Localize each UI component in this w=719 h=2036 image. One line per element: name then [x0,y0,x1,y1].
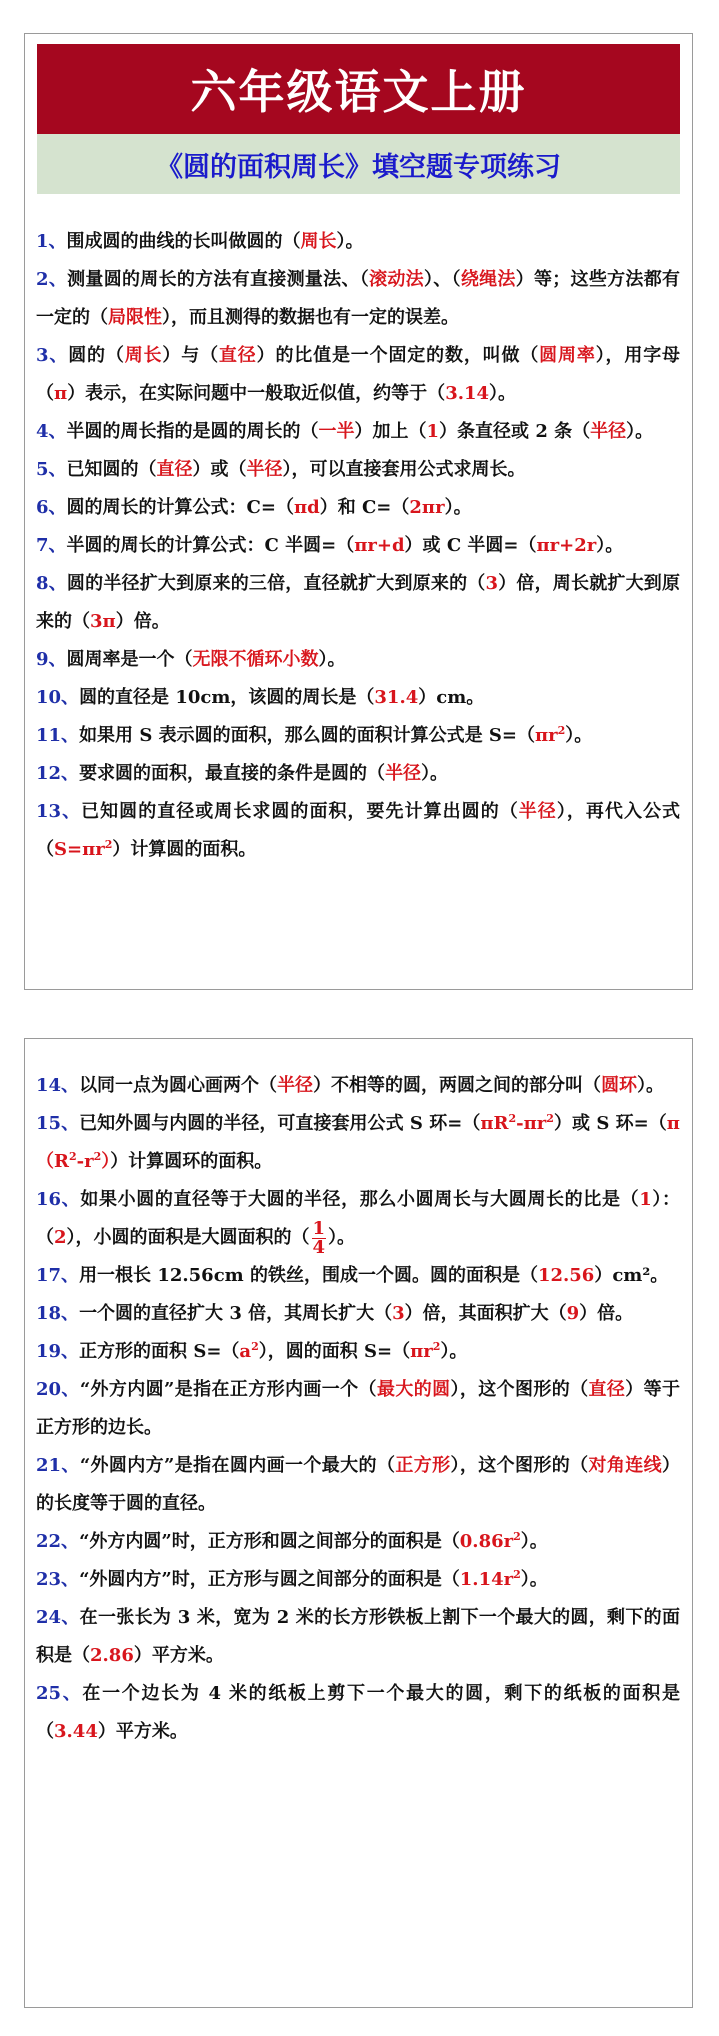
answer-blank: 对角连线 [588,1455,663,1476]
question-text: ）与（ [162,345,219,366]
question-number: 18、 [36,1303,80,1324]
question-item [25,755,692,793]
question-number: 5、 [36,459,67,480]
question-list-1 [25,223,692,869]
answer-blank: $\pi(R^2-r^2)$ [36,1113,680,1172]
question-item [25,489,692,527]
question-text: ），这个图形的（ [450,1455,589,1476]
answer-blank: 直径 [588,1379,626,1400]
question-text: ）。 [328,1227,356,1248]
question-text: ）或 C 半圆=（ [404,535,537,556]
question-text: ），圆的面积 S=（ [258,1341,411,1362]
superscript-2: 2 [68,1150,77,1163]
question-text: ）不相等的圆，两圆之间的部分叫（ [313,1075,602,1096]
question-item [25,1675,692,1751]
question-number: 9、 [36,649,67,670]
question-text: 圆的周长的计算公式：C=（ [66,497,294,518]
answer-blank: 2πr [409,497,445,518]
answer-blank: $\pi r^2$ [534,724,566,746]
question-number: 12、 [36,763,80,784]
question-text: 用一根长 12.56cm 的铁丝，围成一个圆。圆的面积是（ [79,1265,538,1286]
question-item [25,793,692,869]
question-text: ）倍，其面积扩大（ [404,1303,567,1324]
question-text: 在一个边长为 4 米的纸板上剪下一个最大的圆，剩下的纸板的面积是（ [36,1683,680,1742]
question-text: ）、（ [423,269,461,290]
question-number: 21、 [36,1455,80,1476]
question-text: “外方内圆”是指在正方形内画一个（ [79,1379,377,1400]
answer-blank: 半径 [277,1075,314,1096]
superscript-2: 2 [557,724,566,737]
question-item [25,1599,692,1675]
question-item [25,1181,692,1257]
answer-blank: 3 [392,1303,405,1324]
worksheet-card-2 [24,1038,693,2008]
question-text: ）。 [565,725,593,746]
question-text: 测量圆的周长的方法有直接测量法、（ [67,269,370,290]
question-text: 围成圆的曲线的长叫做圆的（ [66,231,301,252]
superscript-2: 2 [513,1568,521,1581]
question-text: ）倍，周长就扩大到原来的（ [36,573,680,632]
question-item [25,717,692,755]
question-text: ）等；这些方法都有一定的（ [36,269,681,328]
question-item [25,261,692,337]
question-text: ）或 S 环=（ [553,1113,667,1134]
question-text: ），这个图形的（ [450,1379,589,1400]
question-item [25,1561,692,1599]
answer-blank: 3.44 [54,1721,98,1742]
worksheet-card-1 [24,33,693,990]
question-item [25,451,692,489]
question-text: ），用字母（ [36,345,681,404]
question-number: 24、 [36,1607,80,1628]
question-text: ）。 [318,649,346,670]
question-number: 3、 [36,345,69,366]
question-number: 14、 [36,1075,80,1096]
superscript-2: 2 [251,1340,259,1353]
question-number: 11、 [36,725,80,746]
superscript-2: 2 [93,1150,102,1163]
question-number: 25、 [36,1683,83,1704]
question-item [25,223,692,261]
question-text: ）加上（ [354,421,427,442]
question-item [25,1523,692,1561]
answer-blank: 无限不循环小数 [192,649,319,670]
question-text: ）的比值是一个固定的数，叫做（ [256,345,540,366]
question-text: 已知圆的直径或周长求圆的面积，要先计算出圆的（ [81,801,519,822]
question-text: 在一张长为 3 米，宽为 2 米的长方形铁板上割下一个最大的圆，剩下的面积是（ [36,1607,680,1666]
question-text: ）平方米。 [133,1645,224,1666]
question-number: 17、 [36,1265,80,1286]
question-number: 10、 [36,687,80,708]
answer-blank: $a^2$ [239,1340,259,1362]
question-number: 8、 [36,573,67,594]
question-text: 圆周率是一个（ [66,649,193,670]
question-text: ），而且测得的数据也有一定的误差。 [162,307,459,328]
question-item [25,679,692,717]
answer-blank: $\pi R^2-\pi r^2$ [480,1112,554,1134]
question-text: 圆的半径扩大到原来的三倍，直径就扩大到原来的（ [66,573,486,594]
question-item [25,527,692,565]
question-item [25,413,692,451]
question-item [25,1333,692,1371]
question-number: 1、 [36,231,67,252]
question-text: ）。 [444,497,472,518]
answer-blank: 局限性 [108,307,162,328]
question-item [25,1295,692,1333]
answer-blank: 最大的圆 [376,1379,451,1400]
question-text: ）。 [520,1569,548,1590]
question-item [25,1105,692,1181]
answer-blank: 半径 [246,459,283,480]
answer-blank: 直径 [156,459,193,480]
answer-blank: 一半 [318,421,355,442]
answer-blank: 半径 [590,421,627,442]
answer-blank: 12.56 [537,1265,595,1286]
question-text: 一个圆的直径扩大 3 倍，其周长扩大（ [79,1303,393,1324]
question-text: ）cm。 [418,687,485,708]
question-text: 正方形的面积 S=（ [79,1341,240,1362]
question-text: 如果用 S 表示圆的面积，那么圆的面积计算公式是 S=（ [79,725,535,746]
answer-blank: 正方形 [395,1455,451,1476]
answer-blank: 3 [485,573,499,594]
question-text: ）。 [637,1075,665,1096]
question-text: 如果小圆的直径等于大圆的半径，那么小圆周长与大圆周长的比是（ [80,1189,640,1210]
answer-blank: $0.86r^2$ [459,1530,521,1552]
answer-blank: πr+d [354,535,405,556]
answer-blank: 滚动法 [369,269,424,290]
question-number: 13、 [36,801,82,822]
answer-fraction [312,1217,327,1258]
question-text: ）。 [336,231,364,252]
question-text: ）。 [596,535,624,556]
question-text: 半圆的周长指的是圆的周长的（ [66,421,319,442]
question-text: ）倍。 [579,1303,634,1324]
answer-blank: $\pi r^2$ [410,1340,441,1362]
answer-blank: $1.14r^2$ [459,1568,521,1590]
answer-blank: 圆周率 [539,345,596,366]
question-number: 7、 [36,535,67,556]
answer-blank: 9 [566,1303,580,1324]
answer-blank: 1 [426,421,440,442]
question-text: ）。 [626,421,654,442]
question-text: ），小圆的面积是大圆面积的（ [66,1227,310,1248]
question-text: ）平方米。 [97,1721,188,1742]
answer-blank: 直径 [218,345,257,366]
question-text: ）或（ [192,459,247,480]
question-text: ）：（ [36,1189,680,1248]
question-text: 圆的直径是 10cm，该圆的周长是（ [79,687,375,708]
question-text: ），可以直接套用公式求周长。 [282,459,526,480]
answer-blank: πd [293,497,320,518]
question-item [25,641,692,679]
question-text: ）cm²。 [594,1265,669,1286]
superscript-2: 2 [546,1112,554,1125]
question-item [25,337,692,413]
question-number: 22、 [36,1531,80,1552]
answer-blank: π [54,383,68,404]
superscript-2: 2 [432,1340,441,1353]
question-item [25,1257,692,1295]
question-text: ）。 [489,383,517,404]
answer-blank: 半径 [385,763,422,784]
question-text: ）倍。 [115,611,170,632]
fraction-numerator: 1 [312,1217,326,1239]
fraction-denominator: 4 [312,1236,326,1258]
superscript-2: 2 [508,1112,517,1125]
answer-blank: 绕绳法 [460,269,516,290]
question-item [25,1447,692,1523]
question-text: ）条直径或 2 条（ [439,421,591,442]
question-item [25,1371,692,1447]
question-item [25,1067,692,1105]
question-text: ）。 [520,1531,548,1552]
answer-blank: πr+2r [536,535,597,556]
page-subtitle: 《圆的面积周长》填空题专项练习 [37,134,680,194]
superscript-2: 2 [513,1530,521,1543]
question-text: ）表示，在实际问题中一般取近似值，约等于（ [67,383,446,404]
answer-blank: 周长 [124,345,163,366]
question-text: ）。 [440,1341,468,1362]
question-number: 19、 [36,1341,80,1362]
answer-blank: $S=\pi r^2$ [54,838,113,860]
superscript-2: 2 [104,838,113,851]
question-number: 4、 [36,421,67,442]
question-text: ）和 C=（ [319,497,410,518]
question-number: 15、 [36,1113,80,1134]
answer-blank: 2.86 [90,1645,134,1666]
question-text: 以同一点为圆心画两个（ [79,1075,278,1096]
answer-blank: 31.4 [374,687,419,708]
answer-blank: 周长 [300,231,337,252]
question-text: 圆的（ [68,345,125,366]
question-text: 已知圆的（ [66,459,157,480]
question-list-2 [25,1067,692,1751]
question-text: 已知外圆与内圆的半径，可直接套用公式 S 环=（ [79,1113,481,1134]
answer-blank: 圆环 [601,1075,638,1096]
question-text: 要求圆的面积，最直接的条件是圆的（ [79,763,386,784]
question-number: 16、 [36,1189,81,1210]
question-text: “外圆内方”时，正方形与圆之间部分的面积是（ [79,1569,460,1590]
question-number: 20、 [36,1379,80,1400]
answer-blank: 3π [90,611,116,632]
question-number: 6、 [36,497,67,518]
question-text: ）等于正方形的边长。 [36,1379,681,1438]
answer-blank: 2 [54,1227,67,1248]
question-text: 半圆的周长的计算公式：C 半圆=（ [66,535,355,556]
question-number: 2、 [36,269,68,290]
question-text: ）的长度等于圆的直径。 [36,1455,681,1514]
page-title: 六年级语文上册 [37,44,680,134]
answer-blank: 1 [639,1189,652,1210]
answer-blank: 半径 [518,801,557,822]
answer-blank: 3.14 [445,383,490,404]
question-number: 23、 [36,1569,80,1590]
question-item [25,565,692,641]
question-text: ），再代入公式（ [36,801,680,860]
question-text: ）。 [421,763,449,784]
question-text: “外方内圆”时，正方形和圆之间部分的面积是（ [79,1531,460,1552]
question-text: ）计算圆环的面积。 [110,1151,273,1172]
question-text: “外圆内方”是指在圆内画一个最大的（ [79,1455,396,1476]
question-text: ）计算圆的面积。 [112,839,257,860]
